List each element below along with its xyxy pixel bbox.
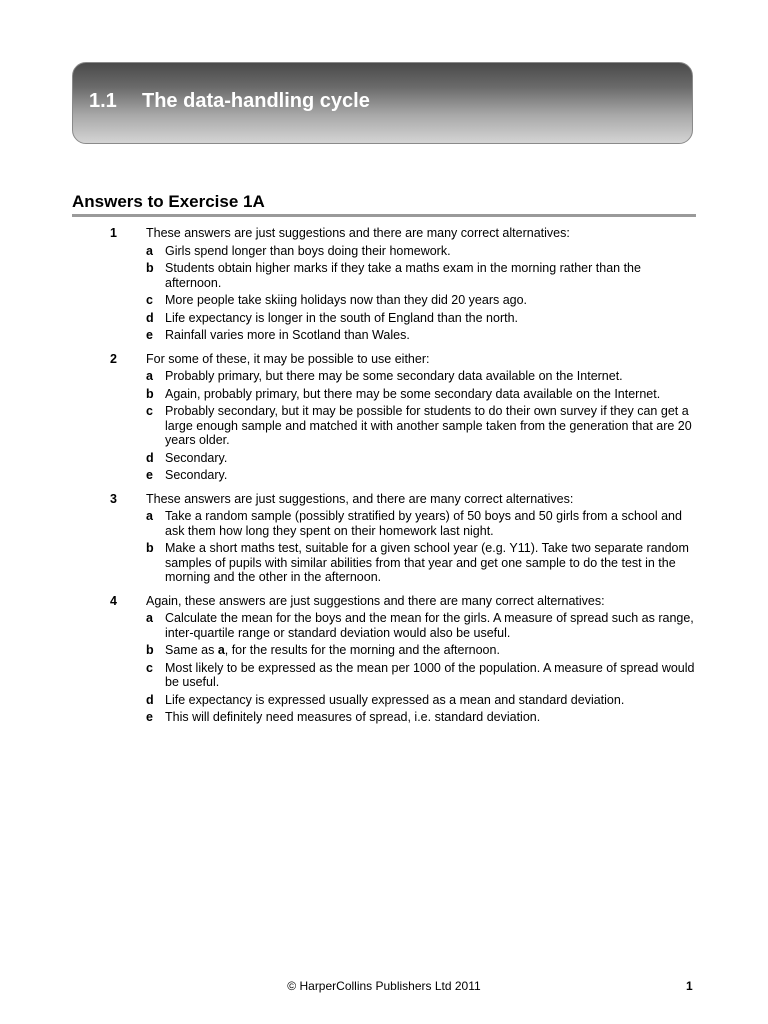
part-label: a <box>146 611 153 625</box>
part-text: Probably primary, but there may be some secondary data available on the Internet. <box>165 369 623 383</box>
question-2 <box>72 352 696 483</box>
part-text: Calculate the mean for the boys and the mean for the girls. A measure of spread such as range, inter-quartile range or standard deviation would also be useful. <box>165 611 694 640</box>
answer-part <box>146 328 696 343</box>
part-label: c <box>146 404 153 418</box>
part-text-before: Same as <box>165 643 218 657</box>
answer-part <box>146 643 696 658</box>
answer-part <box>146 451 696 466</box>
part-text: Students obtain higher marks if they take a maths exam in the morning rather than the afternoon. <box>165 261 641 290</box>
chapter-number: 1.1 <box>89 90 117 112</box>
part-text: Secondary. <box>165 450 228 465</box>
part-text: Again, probably primary, but there may be some secondary data available on the Internet. <box>165 386 661 401</box>
part-label: d <box>146 692 154 707</box>
question-text: Again, these answers are just suggestions and there are many correct alternatives: <box>146 593 605 608</box>
question-4 <box>72 594 696 725</box>
part-label: e <box>146 710 153 724</box>
answer-part <box>146 387 696 402</box>
section-divider <box>72 214 696 217</box>
part-label: c <box>146 293 153 307</box>
part-label: b <box>146 261 154 275</box>
answer-part <box>146 541 696 585</box>
part-label: a <box>146 369 153 383</box>
answer-part <box>146 509 696 538</box>
answer-part <box>146 710 696 725</box>
page-number: 1 <box>686 979 693 993</box>
part-label: a <box>146 509 153 523</box>
chapter-title <box>89 90 370 113</box>
answer-part <box>146 611 696 640</box>
part-text: Most likely to be expressed as the mean per 1000 of the population. A measure of spread would be useful. <box>165 660 695 689</box>
question-text: For some of these, it may be possible to use either: <box>146 351 430 366</box>
answer-part <box>146 244 696 259</box>
part-text: Life expectancy is expressed usually expressed as a mean and standard deviation. <box>165 692 625 707</box>
question-number: 4 <box>110 593 117 608</box>
part-text: Rainfall varies more in Scotland than Wales. <box>165 328 410 342</box>
part-text-bold-ref: a <box>217 643 225 657</box>
question-text: These answers are just suggestions and there are many correct alternatives: <box>146 226 570 240</box>
answer-part <box>146 311 696 326</box>
answer-part <box>146 261 696 290</box>
answer-part <box>146 693 696 708</box>
question-1 <box>72 226 696 343</box>
copyright-footer: © HarperCollins Publishers Ltd 2011 <box>287 979 481 993</box>
answer-part <box>146 661 696 690</box>
part-label: e <box>146 468 153 482</box>
part-text: Make a short maths test, suitable for a given school year (e.g. Y11). Take two separate random samples of pupils with similar abilities from that year and get one sample to do the test in the morning and the other in the afternoon. <box>165 541 689 584</box>
part-label: b <box>146 386 154 401</box>
part-text: Life expectancy is longer in the south of England than the north. <box>165 310 519 325</box>
part-text: Probably secondary, but it may be possible for students to do their own survey if they can get a large enough sample and matched it with another sample taken from the generation that are 20 years older. <box>165 404 692 447</box>
question-number: 2 <box>110 351 117 366</box>
question-text: These answers are just suggestions, and there are many correct alternatives: <box>146 491 574 506</box>
question-number: 3 <box>110 491 117 506</box>
answers-list <box>72 226 696 734</box>
answer-part <box>146 468 696 483</box>
answer-part <box>146 369 696 384</box>
part-text: Secondary. <box>165 468 228 482</box>
part-label: b <box>146 643 154 657</box>
part-text: This will definitely need measures of spread, i.e. standard deviation. <box>165 710 541 724</box>
part-label: d <box>146 450 154 465</box>
part-label: c <box>146 660 153 675</box>
section-heading: Answers to Exercise 1A <box>72 192 265 211</box>
part-text: More people take skiing holidays now than they did 20 years ago. <box>165 293 528 307</box>
question-3 <box>72 492 696 585</box>
part-label: e <box>146 328 153 342</box>
question-number: 1 <box>110 226 117 240</box>
answer-part <box>146 404 696 448</box>
chapter-header-banner <box>72 62 693 144</box>
part-text: Girls spend longer than boys doing their homework. <box>165 243 451 258</box>
part-label: d <box>146 310 154 325</box>
part-label: b <box>146 541 154 555</box>
part-text-after: , for the results for the morning and the afternoon. <box>224 643 500 657</box>
part-text: Take a random sample (possibly stratified by years) of 50 boys and 50 girls from a school and ask them how long they spent on their homework last night. <box>165 509 682 538</box>
part-label: a <box>146 243 153 258</box>
chapter-title-text: The data-handling cycle <box>142 90 370 112</box>
answer-part <box>146 293 696 308</box>
